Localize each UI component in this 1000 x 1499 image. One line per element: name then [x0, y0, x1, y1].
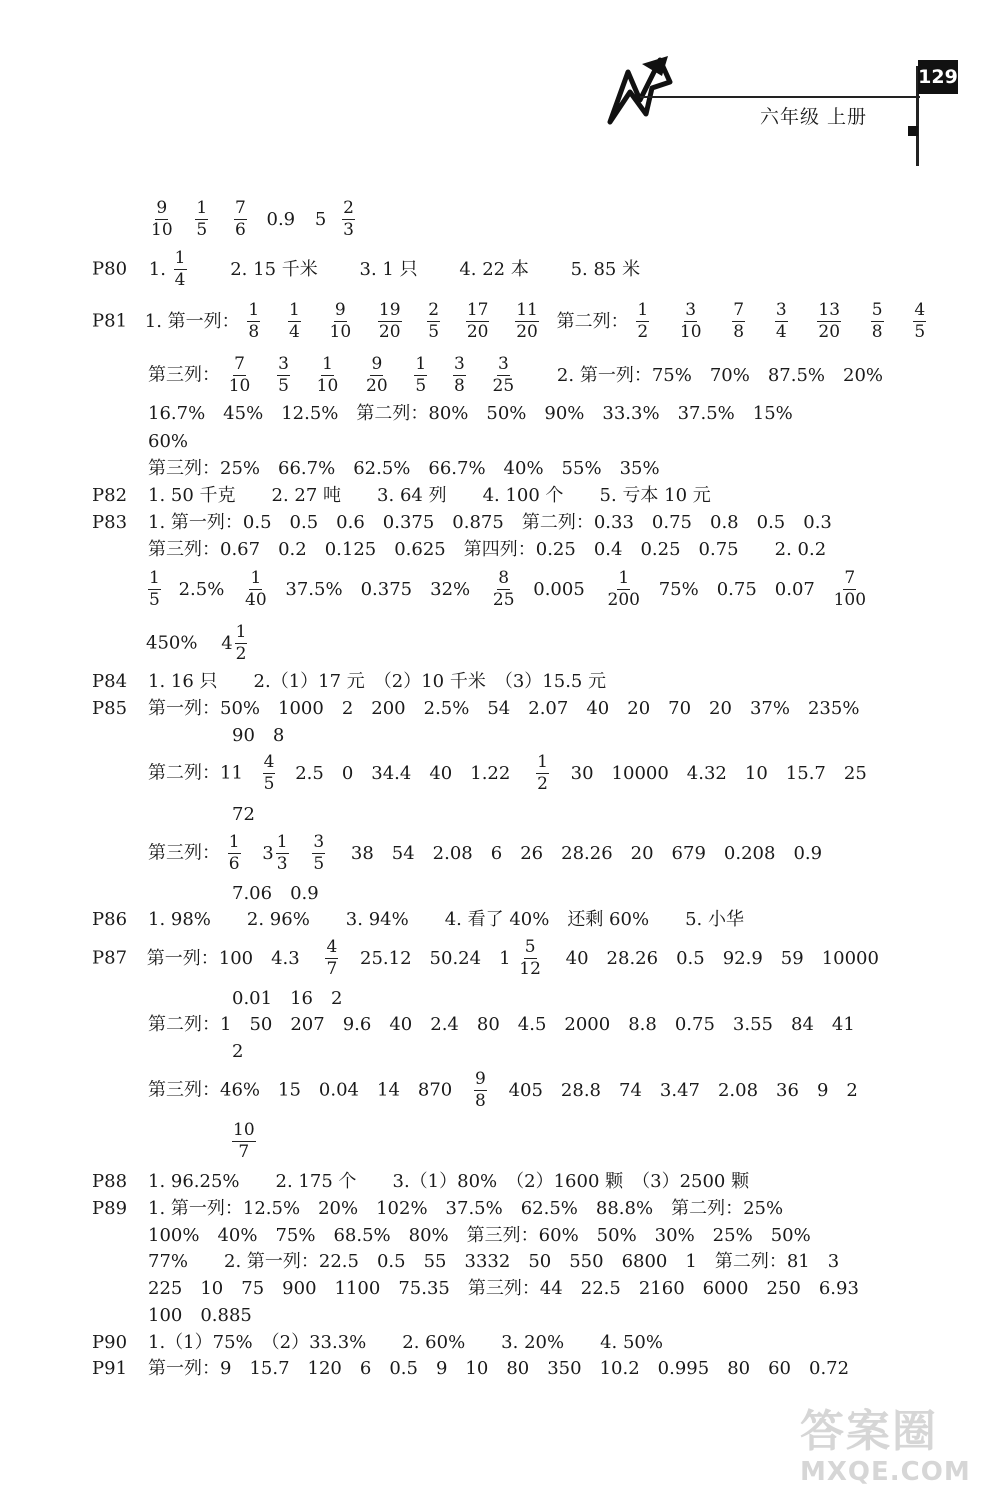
- answer-line: 60%: [148, 431, 189, 452]
- fraction: $\frac{7}{100}$: [833, 568, 867, 610]
- answer-line-p87: [92, 937, 879, 980]
- page-label: P84: [92, 671, 128, 692]
- answer-line: 100% 40% 75% 68.5% 80% 第三列：60% 50% 30% 25% 50%: [148, 1225, 811, 1246]
- answer-text: 3. 1 只: [359, 258, 418, 280]
- page-label: P87: [92, 947, 128, 969]
- answer-line-p83-end: [146, 622, 249, 665]
- fraction: $\frac{1}{40}$: [245, 568, 267, 610]
- answer-text: 4. 22 本: [459, 258, 529, 280]
- page-label: P85: [92, 698, 128, 719]
- answer-text: 1. 96.25% 2. 175 个 3.（1）80% （2）1600 颗 （3）2500 颗: [148, 1171, 750, 1192]
- answer-text: 1.（1）75% （2）33.3% 2. 60% 3. 20% 4. 50%: [148, 1332, 663, 1353]
- answer-line-p85-col2: [148, 752, 867, 795]
- page-number: 129: [918, 60, 958, 94]
- fraction: $\frac{9}{10}$: [329, 300, 352, 342]
- answer-text: 2. 15 千米: [230, 258, 318, 280]
- page-label: P89: [92, 1198, 128, 1219]
- header-logo-icon: [600, 52, 680, 132]
- answer-text: 5: [314, 208, 327, 230]
- answer-text: 25.12 50.24 1: [360, 947, 511, 969]
- fraction: $\frac{13}{20}$: [818, 300, 841, 342]
- answer-line: 72: [232, 804, 255, 825]
- fraction: $\frac{4}{7}$: [326, 937, 338, 979]
- answer-text: 5. 85 米: [570, 258, 641, 280]
- answer-text: 450%: [146, 632, 198, 654]
- fraction: $\frac{3}{10}$: [679, 300, 702, 342]
- mixed-number: [221, 622, 249, 665]
- fraction: $\frac{1}{2}$: [537, 752, 548, 794]
- answer-text: 第二列：: [556, 310, 629, 332]
- fraction: $\frac{2}{3}$: [343, 198, 354, 240]
- answer-text: 第一列：9 15.7 120 6 0.5 9 10 80 350 10.2 0.995 80 60 0.72: [148, 1358, 850, 1379]
- answer-line: 0.01 16 2: [232, 988, 343, 1009]
- fraction: $\frac{3}{5}$: [313, 832, 325, 874]
- answer-line: 225 10 75 900 1100 75.35 第三列：44 22.5 2160 6000 250 6.93: [148, 1278, 859, 1299]
- answer-line-p85-col3: [148, 832, 822, 875]
- fraction: $\frac{19}{20}$: [378, 300, 401, 342]
- answer-text: 1.: [148, 258, 166, 280]
- fraction: $\frac{9}{10}$: [151, 198, 173, 240]
- fraction: 1 2: [235, 622, 247, 664]
- page-label: P90: [92, 1332, 128, 1353]
- fraction: $\frac{1}{5}$: [415, 354, 427, 396]
- fraction: $\frac{1}{2}$: [637, 300, 649, 342]
- answer-text: 75% 0.75 0.07: [658, 578, 815, 600]
- fraction: $\frac{1}{10}$: [316, 354, 339, 396]
- answer-line: 第二列：1 50 207 9.6 40 2.4 80 4.5 2000 8.8 0.75 3.55 84 41: [148, 1014, 855, 1035]
- answer-text: 2. 第一列：75% 70% 87.5% 20%: [556, 364, 884, 386]
- fraction: $\frac{8}{25}$: [492, 568, 515, 610]
- header-rule: [640, 96, 920, 98]
- page-label: P80: [92, 258, 128, 280]
- page-label: P88: [92, 1171, 128, 1192]
- answer-line-p81-col3: [148, 354, 883, 397]
- grade-label: 六年级 上册: [760, 106, 868, 128]
- fraction: $\frac{7}{10}$: [228, 354, 251, 396]
- answer-text: 1. 第一列：0.5 0.5 0.6 0.375 0.875 第二列：0.33 0.75 0.8 0.5 0.3: [148, 512, 832, 533]
- fraction: $\frac{3}{8}$: [453, 354, 465, 396]
- answer-text: 1. 第一列：12.5% 20% 102% 37.5% 62.5% 88.8% 第二列：25%: [148, 1198, 784, 1219]
- answer-text: 2.5%: [178, 578, 225, 600]
- fraction: $\frac{1}{5}$: [149, 568, 160, 610]
- fraction: $\frac{5}{8}$: [871, 300, 883, 342]
- answer-text: 405 28.8 74 3.47 2.08 36 9 2: [508, 1079, 858, 1101]
- page-label: P81: [92, 310, 128, 332]
- answer-text: 1. 98% 2. 96% 3. 94% 4. 看了 40% 还剩 60% 5. 小华: [148, 909, 744, 930]
- fraction: 1 3: [276, 832, 288, 874]
- whole-part: 3: [262, 842, 274, 864]
- fraction: $\frac{9}{8}$: [475, 1069, 486, 1111]
- fraction: $\frac{17}{20}$: [466, 300, 489, 342]
- answer-line: 77% 2. 第一列：22.5 0.5 55 3332 50 550 6800 1 第二列：81 3: [148, 1251, 840, 1272]
- answer-text: 1. 50 千克 2. 27 吨 3. 64 列 4. 100 个 5. 亏本 10 元: [148, 485, 711, 506]
- answer-line: 2: [232, 1041, 244, 1062]
- page-label: P82: [92, 485, 128, 506]
- answer-line-p81: [92, 300, 928, 343]
- watermark: [800, 1395, 971, 1487]
- answer-text: 第三列：: [148, 364, 220, 386]
- answer-text: 第二列：11: [148, 762, 243, 784]
- watermark-url: MXQE.COM: [800, 1457, 971, 1487]
- answer-text: 0.9: [266, 208, 296, 230]
- fraction: $\frac{7}{6}$: [234, 198, 246, 240]
- fraction: $\frac{2}{5}$: [428, 300, 440, 342]
- answer-line: 100 0.885: [148, 1305, 252, 1326]
- answer-text: 0.005: [533, 578, 585, 600]
- mixed-number: [262, 832, 290, 875]
- header-square-icon: [908, 126, 918, 136]
- fraction: $\frac{9}{20}$: [366, 354, 388, 396]
- fraction: $\frac{1}{200}$: [607, 568, 640, 610]
- answer-line: 第三列：25% 66.7% 62.5% 66.7% 40% 55% 35%: [148, 458, 660, 479]
- page-label: P86: [92, 909, 128, 930]
- fraction: $\frac{3}{25}$: [492, 354, 515, 396]
- answer-line-p87-col3: [148, 1069, 858, 1112]
- answer-text: 1. 16 只 2.（1）17 元 （2）10 千米 （3）15.5 元: [148, 671, 607, 692]
- answer-text: 第一列：100 4.3: [146, 947, 300, 969]
- answer-line-top: [148, 198, 357, 241]
- fraction: $\frac{10}{7}$: [233, 1120, 255, 1162]
- fraction: $\frac{4}{5}$: [914, 300, 926, 342]
- answer-text: 37.5% 0.375 32%: [285, 578, 471, 600]
- fraction: $\frac{1}{5}$: [196, 198, 208, 240]
- fraction: $\frac{1}{8}$: [248, 300, 260, 342]
- fraction: $\frac{7}{8}$: [733, 300, 745, 342]
- answer-text: 1. 第一列：: [144, 310, 240, 332]
- answer-line: 第三列：0.67 0.2 0.125 0.625 第四列：0.25 0.4 0.25 0.75 2. 0.2: [148, 539, 827, 560]
- fraction: $\frac{1}{4}$: [174, 248, 186, 290]
- answer-text: 30 10000 4.32 10 15.7 25: [570, 762, 867, 784]
- answer-line: 90 8: [232, 725, 285, 746]
- answer-text: 2.5 0 34.4 40 1.22: [295, 762, 511, 784]
- answer-text: 第一列：50% 1000 2 200 2.5% 54 2.07 40 20 70 20 37% 235%: [148, 698, 860, 719]
- fraction: $\frac{5}{12}$: [519, 937, 541, 979]
- answer-line-p83-fractions: [146, 568, 869, 611]
- fraction: $\frac{1}{4}$: [288, 300, 300, 342]
- fraction: $\frac{1}{6}$: [228, 832, 240, 874]
- page-label: P91: [92, 1358, 128, 1379]
- watermark-title: 答案圈: [800, 1406, 938, 1457]
- answer-line: 7.06 0.9: [232, 883, 319, 904]
- answer-line: 16.7% 45% 12.5% 第二列：80% 50% 90% 33.3% 37.5% 15%: [148, 403, 793, 424]
- answer-text: 第三列：46% 15 0.04 14 870: [148, 1079, 453, 1101]
- answer-line-p87-last: [230, 1120, 258, 1163]
- fraction: $\frac{3}{4}$: [775, 300, 787, 342]
- answer-text: 40 28.26 0.5 92.9 59 10000: [565, 947, 879, 969]
- answer-line-p80: [92, 248, 640, 291]
- fraction: $\frac{4}{5}$: [263, 752, 275, 794]
- page-label: P83: [92, 512, 128, 533]
- whole-part: 4: [221, 632, 233, 654]
- fraction: $\frac{11}{20}$: [516, 300, 538, 342]
- answer-text: 第三列：: [148, 842, 220, 864]
- fraction: $\frac{3}{5}$: [278, 354, 289, 396]
- answer-text: 38 54 2.08 6 26 28.26 20 679 0.208 0.9: [350, 842, 823, 864]
